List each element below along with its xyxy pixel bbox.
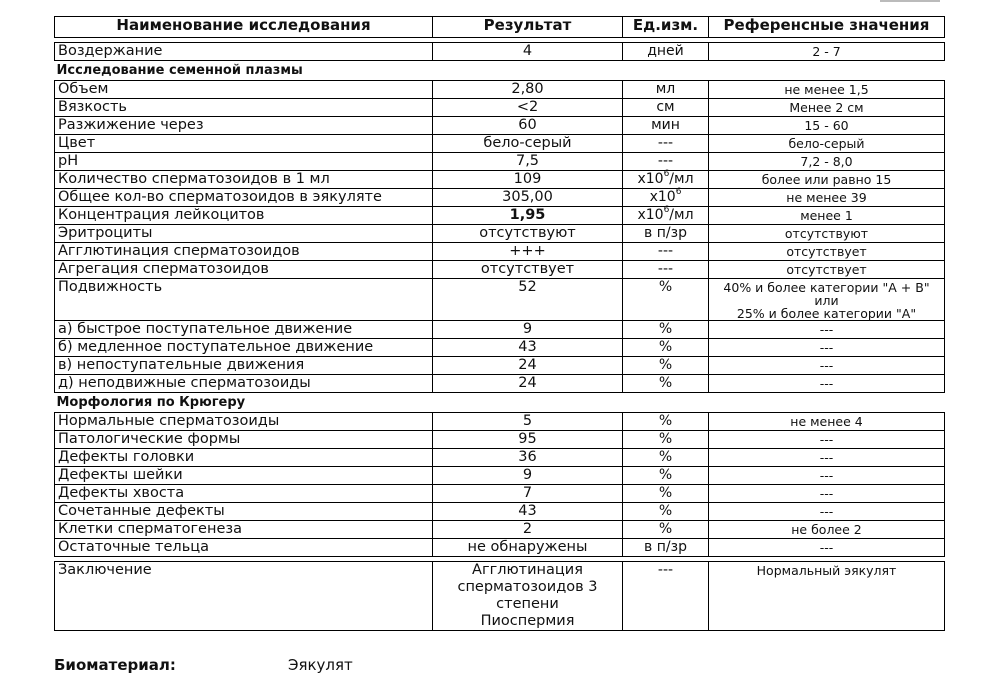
ref-line: 40% и более категории "A + B" bbox=[723, 280, 930, 295]
row-reference bbox=[709, 279, 945, 321]
row-reference: 15 - 60 bbox=[709, 117, 945, 135]
row-result: 36 bbox=[433, 449, 623, 467]
section-plasma-title bbox=[55, 61, 945, 81]
row-reference: более или равно 15 bbox=[709, 171, 945, 189]
row-reference: --- bbox=[709, 357, 945, 375]
row-result: 24 bbox=[433, 375, 623, 393]
table-row bbox=[55, 261, 945, 279]
row-result: 1,95 bbox=[433, 207, 623, 225]
row-reference: Менее 2 см bbox=[709, 99, 945, 117]
table-row bbox=[55, 431, 945, 449]
table-row bbox=[55, 321, 945, 339]
row-unit: в п/зр bbox=[623, 539, 709, 557]
row-name: Агрегация сперматозоидов bbox=[55, 261, 433, 279]
row-result: 109 bbox=[433, 171, 623, 189]
unit-suffix: /мл bbox=[669, 207, 694, 223]
row-result: 4 bbox=[433, 43, 623, 61]
table-row bbox=[55, 171, 945, 189]
row-result: 60 bbox=[433, 117, 623, 135]
ref-line: 25% и более категории "A" bbox=[736, 306, 917, 321]
row-name: Подвижность bbox=[55, 279, 433, 321]
top-edge-line bbox=[880, 0, 940, 2]
row-reference: бело-серый bbox=[709, 135, 945, 153]
row-reference: менее 1 bbox=[709, 207, 945, 225]
row-reference: --- bbox=[709, 449, 945, 467]
row-name: д) неподвижные сперматозоиды bbox=[55, 375, 433, 393]
conclusion-reference: Нормальный эякулят bbox=[709, 562, 945, 631]
row-conclusion bbox=[55, 562, 945, 631]
row-result: 52 bbox=[433, 279, 623, 321]
row-name: Общее кол-во сперматозоидов в эякуляте bbox=[55, 189, 433, 207]
table-row bbox=[55, 225, 945, 243]
row-abstinence bbox=[55, 43, 945, 61]
row-result: +++ bbox=[433, 243, 623, 261]
row-unit: % bbox=[623, 339, 709, 357]
row-name: Эритроциты bbox=[55, 225, 433, 243]
row-unit: в п/зр bbox=[623, 225, 709, 243]
table-row bbox=[55, 357, 945, 375]
row-result: отсутствуют bbox=[433, 225, 623, 243]
unit-base: x10 bbox=[637, 207, 664, 223]
table-row bbox=[55, 135, 945, 153]
row-result: отсутствует bbox=[433, 261, 623, 279]
row-unit: % bbox=[623, 321, 709, 339]
row-reference: --- bbox=[709, 539, 945, 557]
row-unit: --- bbox=[623, 135, 709, 153]
row-reference: --- bbox=[709, 339, 945, 357]
row-unit: % bbox=[623, 357, 709, 375]
row-result: не обнаружены bbox=[433, 539, 623, 557]
table-row bbox=[55, 207, 945, 225]
row-name: Клетки сперматогенеза bbox=[55, 521, 433, 539]
row-unit: --- bbox=[623, 153, 709, 171]
biomaterial-label: Биоматериал: bbox=[54, 656, 176, 674]
row-result: 43 bbox=[433, 339, 623, 357]
header-result: Результат bbox=[433, 17, 623, 38]
table-row bbox=[55, 117, 945, 135]
row-unit: --- bbox=[623, 261, 709, 279]
row-reference: отсутствует bbox=[709, 261, 945, 279]
unit-exponent: 6 bbox=[663, 169, 670, 180]
row-unit: % bbox=[623, 467, 709, 485]
unit-exponent: 6 bbox=[663, 205, 670, 216]
results-table bbox=[54, 16, 945, 631]
row-unit: % bbox=[623, 503, 709, 521]
row-unit: мл bbox=[623, 81, 709, 99]
row-name: Разжижение через bbox=[55, 117, 433, 135]
row-name: pH bbox=[55, 153, 433, 171]
table-row bbox=[55, 339, 945, 357]
row-unit: % bbox=[623, 279, 709, 321]
row-reference: отсутствуют bbox=[709, 225, 945, 243]
row-name: Количество сперматозоидов в 1 мл bbox=[55, 171, 433, 189]
row-result: 7 bbox=[433, 485, 623, 503]
row-unit: % bbox=[623, 449, 709, 467]
table-row bbox=[55, 449, 945, 467]
table-row bbox=[55, 99, 945, 117]
table-row bbox=[55, 485, 945, 503]
table-row bbox=[55, 153, 945, 171]
row-result: 2 bbox=[433, 521, 623, 539]
conclusion-unit: --- bbox=[623, 562, 709, 631]
row-result: 305,00 bbox=[433, 189, 623, 207]
row-unit bbox=[623, 207, 709, 225]
row-result: 2,80 bbox=[433, 81, 623, 99]
row-unit: % bbox=[623, 431, 709, 449]
table-row bbox=[55, 467, 945, 485]
row-name: Вязкость bbox=[55, 99, 433, 117]
section-title: Морфология по Крюгеру bbox=[56, 395, 246, 410]
conclusion-label: Заключение bbox=[55, 562, 433, 631]
row-unit bbox=[623, 189, 709, 207]
row-unit: мин bbox=[623, 117, 709, 135]
row-name: Концентрация лейкоцитов bbox=[55, 207, 433, 225]
row-unit bbox=[623, 171, 709, 189]
biomaterial-value: Эякулят bbox=[288, 656, 353, 674]
table-row bbox=[55, 521, 945, 539]
row-reference: --- bbox=[709, 467, 945, 485]
table-row bbox=[55, 375, 945, 393]
section-kruger-title bbox=[55, 393, 945, 413]
row-reference: --- bbox=[709, 321, 945, 339]
conclusion-line: Агглютинация bbox=[472, 562, 583, 578]
row-name: Патологические формы bbox=[55, 431, 433, 449]
row-reference: не менее 4 bbox=[709, 413, 945, 431]
row-name: Агглютинация сперматозоидов bbox=[55, 243, 433, 261]
conclusion-line: степени bbox=[496, 596, 559, 612]
row-result: 9 bbox=[433, 467, 623, 485]
row-name: в) непоступательные движения bbox=[55, 357, 433, 375]
row-name: Дефекты шейки bbox=[55, 467, 433, 485]
row-name: Дефекты головки bbox=[55, 449, 433, 467]
row-result: <2 bbox=[433, 99, 623, 117]
row-name: Воздержание bbox=[55, 43, 433, 61]
table-header bbox=[55, 17, 945, 38]
row-name: Сочетанные дефекты bbox=[55, 503, 433, 521]
row-name: Цвет bbox=[55, 135, 433, 153]
lab-report bbox=[54, 16, 944, 631]
row-unit: % bbox=[623, 413, 709, 431]
row-result: 95 bbox=[433, 431, 623, 449]
row-result: 7,5 bbox=[433, 153, 623, 171]
table-row bbox=[55, 243, 945, 261]
row-name: Объем bbox=[55, 81, 433, 99]
table-row bbox=[55, 81, 945, 99]
row-reference: --- bbox=[709, 503, 945, 521]
table-row bbox=[55, 539, 945, 557]
row-reference: не менее 39 bbox=[709, 189, 945, 207]
unit-exponent: 6 bbox=[675, 187, 682, 198]
unit-base: x10 bbox=[637, 171, 664, 187]
row-reference: 7,2 - 8,0 bbox=[709, 153, 945, 171]
row-name: а) быстрое поступательное движение bbox=[55, 321, 433, 339]
row-unit: % bbox=[623, 485, 709, 503]
row-result: 43 bbox=[433, 503, 623, 521]
row-reference: не менее 1,5 bbox=[709, 81, 945, 99]
row-motility bbox=[55, 279, 945, 321]
row-unit: % bbox=[623, 521, 709, 539]
row-name: Нормальные сперматозоиды bbox=[55, 413, 433, 431]
unit-base: x10 bbox=[649, 189, 676, 205]
table-row bbox=[55, 189, 945, 207]
header-reference: Референсные значения bbox=[709, 17, 945, 38]
row-unit: % bbox=[623, 375, 709, 393]
conclusion-line: сперматозоидов 3 bbox=[457, 579, 598, 595]
row-unit: см bbox=[623, 99, 709, 117]
row-reference: --- bbox=[709, 431, 945, 449]
conclusion-result bbox=[433, 562, 623, 631]
row-result: 9 bbox=[433, 321, 623, 339]
header-name: Наименование исследования bbox=[55, 17, 433, 38]
row-reference: --- bbox=[709, 375, 945, 393]
unit-suffix: /мл bbox=[669, 171, 694, 187]
table-row bbox=[55, 503, 945, 521]
row-result: 5 bbox=[433, 413, 623, 431]
ref-line: или bbox=[814, 293, 839, 308]
row-reference: отсутствует bbox=[709, 243, 945, 261]
table-row bbox=[55, 413, 945, 431]
row-name: Остаточные тельца bbox=[55, 539, 433, 557]
biomaterial bbox=[54, 656, 353, 674]
row-reference: --- bbox=[709, 485, 945, 503]
conclusion-line: Пиоспермия bbox=[480, 613, 575, 629]
row-name: б) медленное поступательное движение bbox=[55, 339, 433, 357]
header-unit: Ед.изм. bbox=[623, 17, 709, 38]
row-name: Дефекты хвоста bbox=[55, 485, 433, 503]
row-unit: --- bbox=[623, 243, 709, 261]
row-reference: не более 2 bbox=[709, 521, 945, 539]
section-title: Исследование семенной плазмы bbox=[56, 63, 303, 78]
row-result: 24 bbox=[433, 357, 623, 375]
row-unit: дней bbox=[623, 43, 709, 61]
row-reference: 2 - 7 bbox=[709, 43, 945, 61]
row-result: бело-серый bbox=[433, 135, 623, 153]
